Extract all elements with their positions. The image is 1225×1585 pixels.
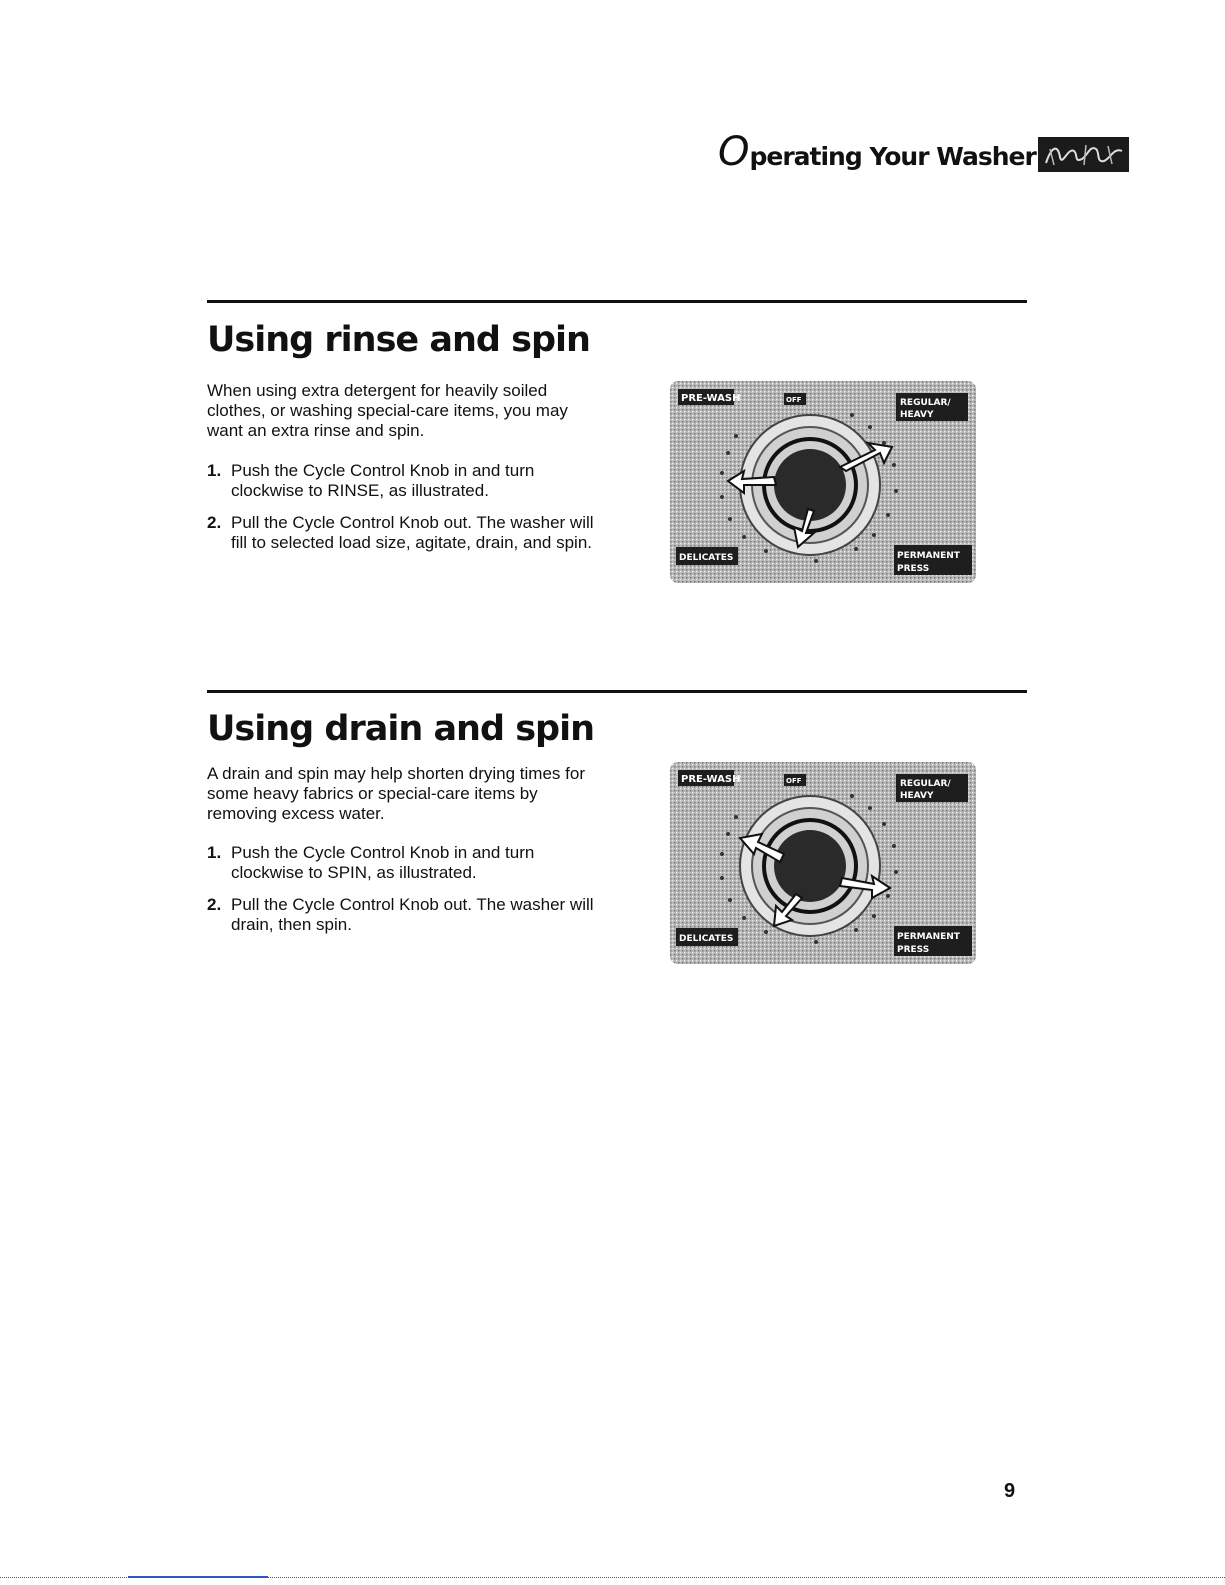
dial-label-pre-wash: PRE-WASH <box>681 774 741 785</box>
dial-label-permanent: PERMANENT <box>897 551 960 561</box>
cycle-knob-illustration <box>670 381 976 583</box>
list-item <box>207 461 607 501</box>
step-text: Pull the Cycle Control Knob out. The washer will drain, then spin. <box>231 895 594 934</box>
dial-label-off: OFF <box>786 396 802 404</box>
dial-label-heavy: HEAVY <box>900 410 934 420</box>
step-text: Push the Cycle Control Knob in and turn clockwise to SPIN, as illustrated. <box>231 843 535 882</box>
list-item <box>207 513 607 553</box>
dial-label-permanent: PERMANENT <box>897 932 960 942</box>
dial-label-heavy: HEAVY <box>900 791 934 801</box>
step-list <box>207 843 607 947</box>
step-text: Push the Cycle Control Knob in and turn clockwise to RINSE, as illustrated. <box>231 461 535 500</box>
bottom-link-underline <box>128 1576 268 1578</box>
step-text: Pull the Cycle Control Knob out. The washer will fill to selected load size, agitate, drain, and spin. <box>231 513 594 552</box>
step-number: 1. <box>207 461 222 480</box>
section-rule <box>207 300 1027 303</box>
dial-label-regular: REGULAR/ <box>900 398 951 408</box>
cycle-knob-illustration <box>670 762 976 964</box>
running-header <box>718 129 1036 175</box>
step-list <box>207 461 607 565</box>
section-intro: A drain and spin may help shorten drying times for some heavy fabrics or special-care items by removing excess water. <box>207 764 585 823</box>
section-heading: Using drain and spin <box>207 709 595 749</box>
dial-label-press: PRESS <box>897 945 930 955</box>
dial-label-press: PRESS <box>897 564 930 574</box>
section-rule <box>207 690 1027 693</box>
header-initial: O <box>718 129 749 175</box>
section-intro: When using extra detergent for heavily soiled clothes, or washing special-care items, you may want an extra rinse and spin. <box>207 381 568 440</box>
list-item <box>207 895 607 935</box>
dial-label-regular: REGULAR/ <box>900 779 951 789</box>
dial-label-off: OFF <box>786 777 802 785</box>
script-badge-icon <box>1038 137 1129 172</box>
dial-label-delicates: DELICATES <box>679 553 734 563</box>
step-number: 2. <box>207 513 222 532</box>
section-heading: Using rinse and spin <box>207 320 590 360</box>
step-number: 2. <box>207 895 222 914</box>
header-title: perating Your Washer <box>749 142 1036 171</box>
dial-label-delicates: DELICATES <box>679 934 734 944</box>
page-number: 9 <box>1004 1480 1016 1502</box>
dial-label-pre-wash: PRE-WASH <box>681 393 741 404</box>
step-number: 1. <box>207 843 222 862</box>
list-item <box>207 843 607 883</box>
